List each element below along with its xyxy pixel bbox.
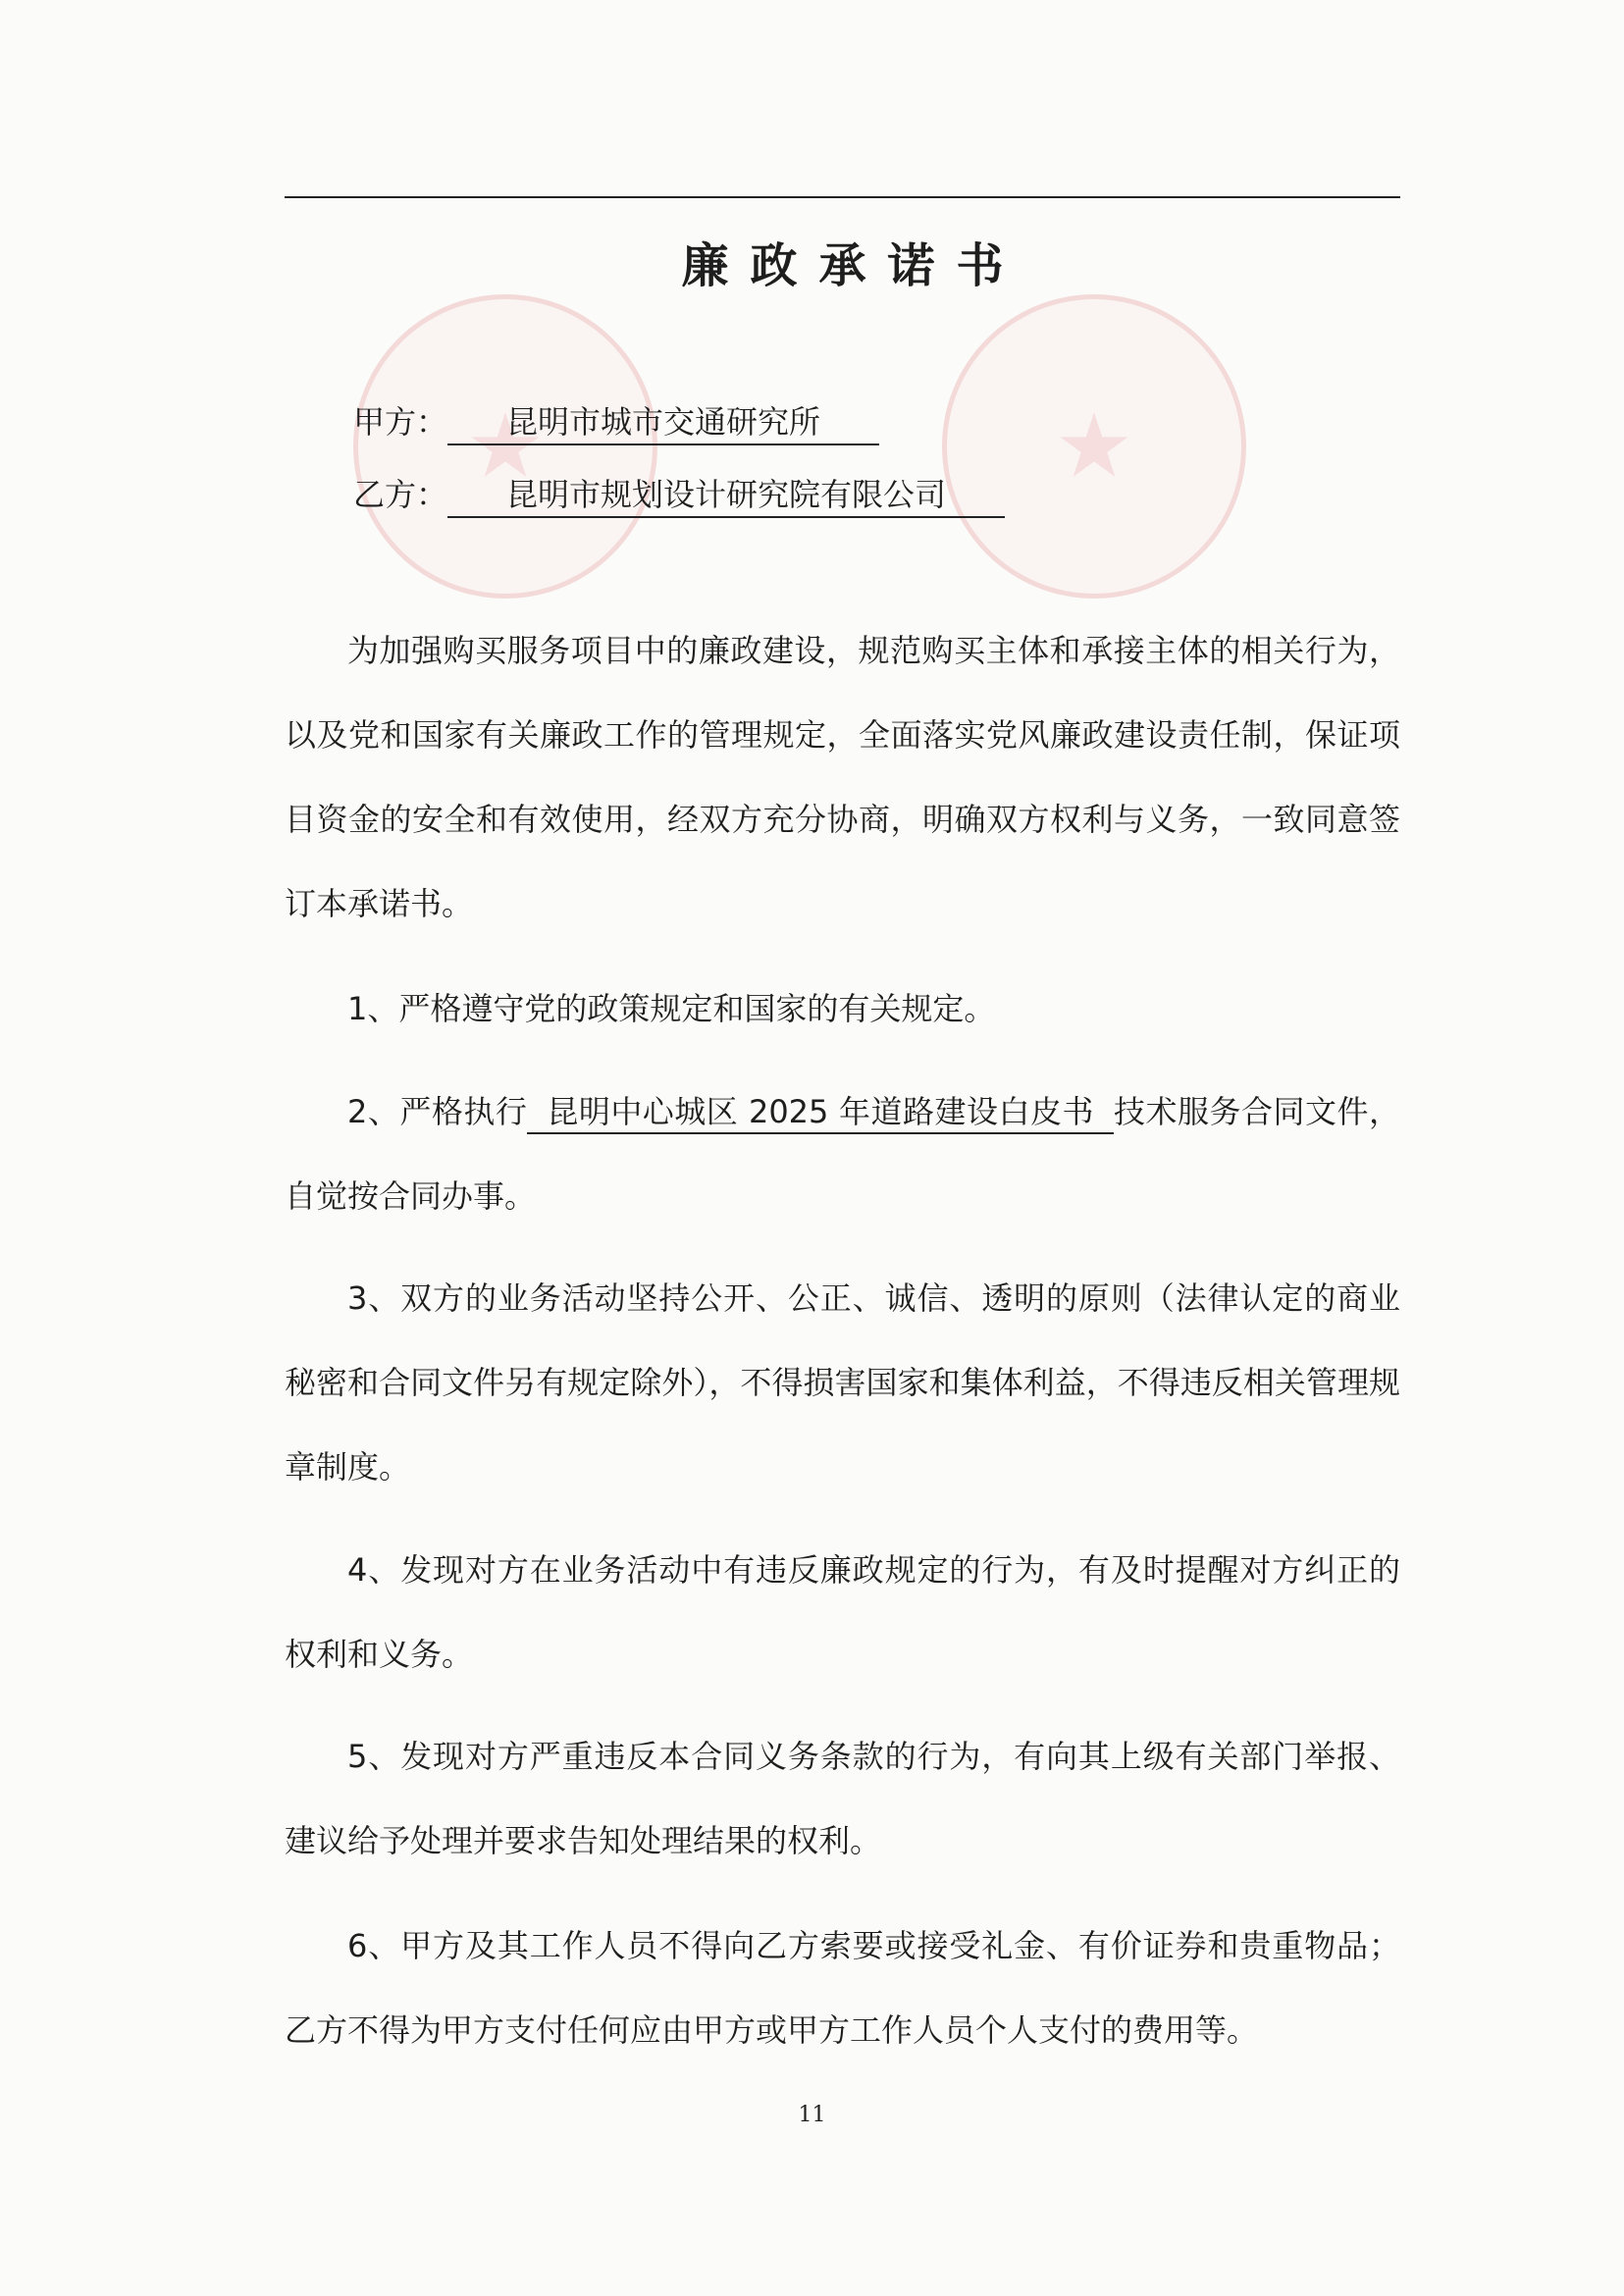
clause-1: 1、严格遵守党的政策规定和国家的有关规定。	[347, 990, 996, 1027]
seal-stamp-left	[353, 294, 657, 599]
seal-star-icon: ★	[465, 394, 546, 498]
intro-paragraph: 为加强购买服务项目中的廉政建设，规范购买主体和承接主体的相关行为，以及党和国家有关廉政工作的管理规定，全面落实党风廉政建设责任制，保证项目资金的安全和有效使用，经双方充分协商，明确双方权利与义务，一致同意签订本承诺书。	[285, 632, 1400, 922]
clause-3: 3、双方的业务活动坚持公开、公正、诚信、透明的原则（法律认定的商业秘密和合同文件另有规定除外），不得损害国家和集体利益，不得违反相关管理规章制度。	[285, 1279, 1400, 1486]
party-b-line	[353, 475, 1005, 518]
page-number: 11	[798, 2103, 826, 2127]
clause-2	[285, 1070, 1400, 1238]
seal-stamp-right	[942, 294, 1246, 599]
document-title: 廉政承诺书	[681, 238, 1025, 293]
party-b-label: 乙方：	[353, 476, 448, 513]
seal-star-icon: ★	[1054, 394, 1134, 498]
clause-2-suffix: 技术服务合同文件，自觉按合同办事。	[285, 1093, 1400, 1215]
clause-5: 5、发现对方严重违反本合同义务条款的行为，有向其上级有关部门举报、建议给予处理并要求告知处理结果的权利。	[285, 1738, 1400, 1859]
clause-2-project: 昆明中心城区 2025 年道路建设白皮书	[527, 1093, 1114, 1134]
party-a-value: 昆明市城市交通研究所	[447, 402, 879, 445]
party-b-value: 昆明市规划设计研究院有限公司	[447, 475, 1005, 518]
party-a-line	[353, 402, 879, 445]
clause-4: 4、发现对方在业务活动中有违反廉政规定的行为，有及时提醒对方纠正的权利和义务。	[285, 1551, 1400, 1673]
header-rule	[285, 196, 1400, 198]
party-a-label: 甲方：	[353, 403, 448, 441]
clause-6: 6、甲方及其工作人员不得向乙方索要或接受礼金、有价证券和贵重物品；乙方不得为甲方支付任何应由甲方或甲方工作人员个人支付的费用等。	[285, 1927, 1400, 2049]
clause-2-prefix: 2、严格执行	[347, 1093, 528, 1130]
